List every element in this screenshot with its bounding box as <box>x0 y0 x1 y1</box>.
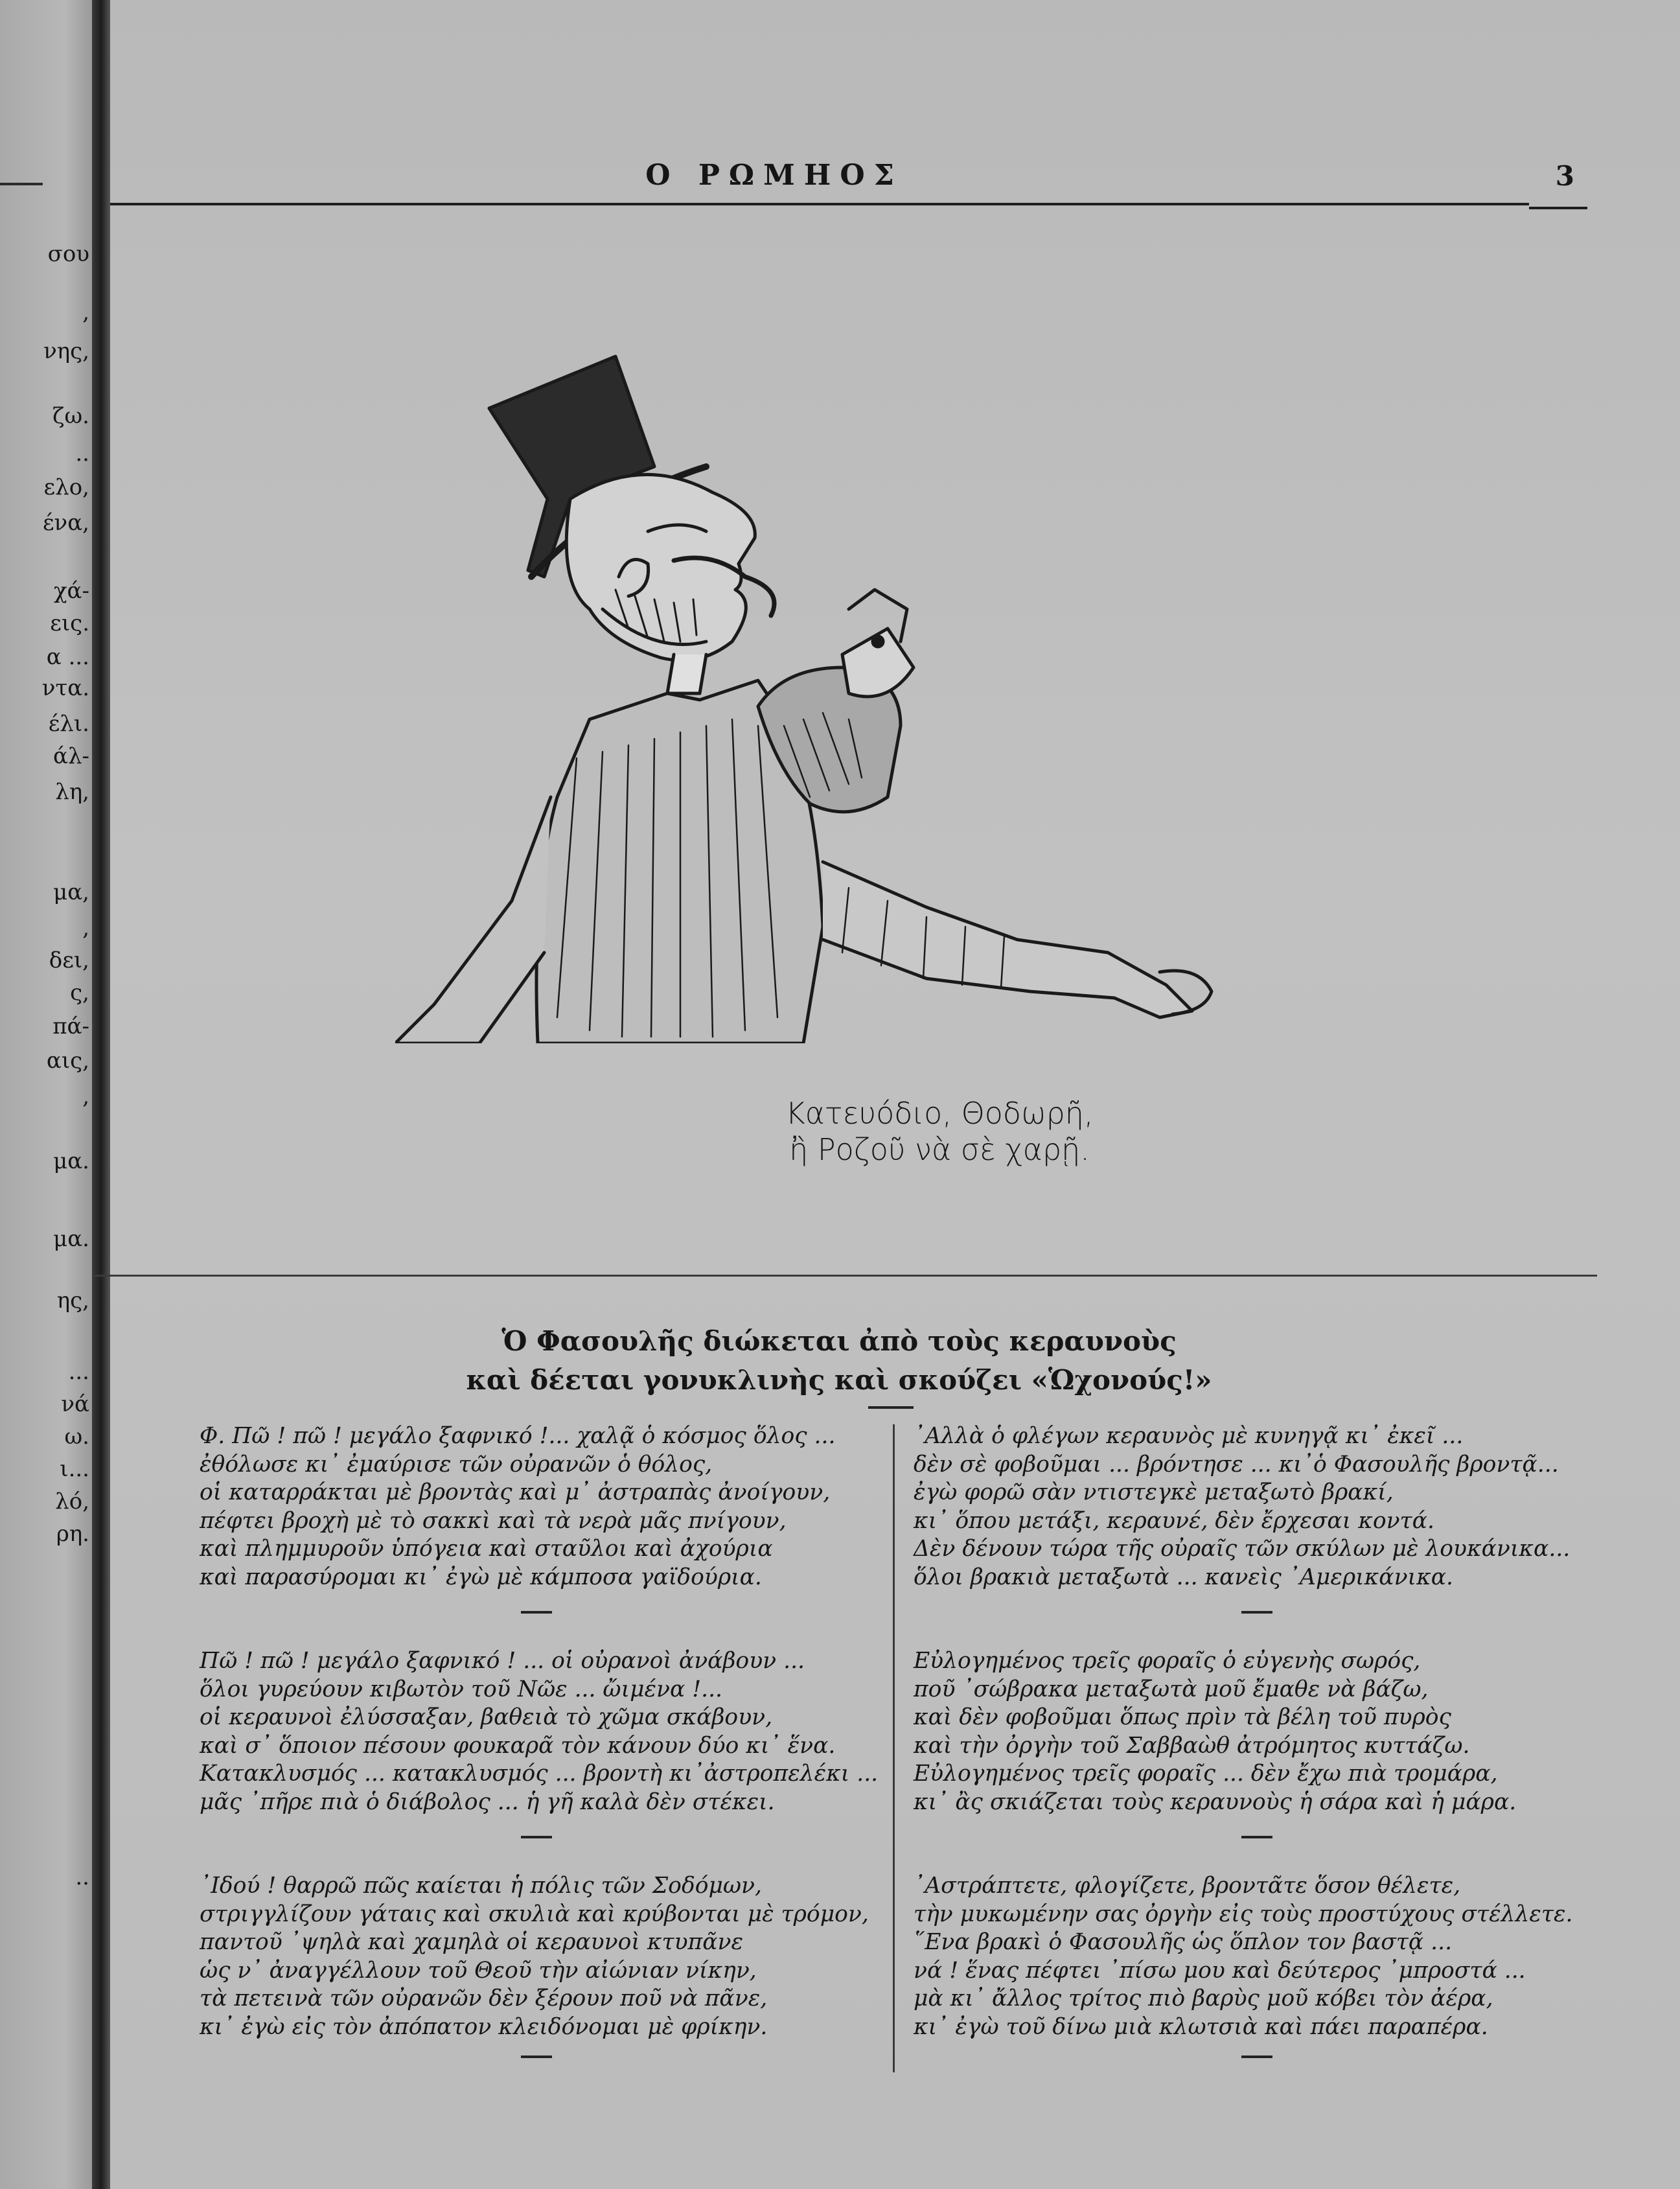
stanza <box>914 1872 1600 2041</box>
previous-page-fragment: .. <box>75 1864 89 1890</box>
previous-page-fragment: ελο, <box>43 474 89 500</box>
verse-line: ποῦ ᾽σώβρακα μεταξωτὰ μοῦ ἔμαθε νὰ βάζω, <box>914 1676 1429 1702</box>
previous-page-fragment: μα. <box>53 1148 89 1174</box>
verse-line: παντοῦ ᾽ψηλὰ καὶ χαμηλὰ οἱ κεραυνοὶ κτυπᾶνε <box>200 1929 744 1955</box>
verse-line: οἱ καταρράκται μὲ βροντὰς καὶ μ᾽ ἀστραπὰς ἀνοίγουν, <box>200 1479 831 1505</box>
previous-page-fragment: έλι. <box>48 711 89 737</box>
section-divider <box>94 1275 1597 1277</box>
verse-line: ᾽Ιδού ! θαρρῶ πῶς καίεται ἡ πόλις τῶν Σοδόμων, <box>200 1873 762 1899</box>
verse-line: Πῶ ! πῶ ! μεγάλο ξαφνικό ! ... οἱ οὐρανοὶ ἀνάβουν ... <box>200 1648 805 1674</box>
page-number: 3 <box>1555 160 1574 192</box>
previous-page-fragment: εις. <box>50 610 89 636</box>
stanza-separator <box>200 1816 873 1872</box>
poem-title <box>214 1322 1464 1400</box>
verse-line: πέφτει βροχὴ μὲ τὸ σακκὶ καὶ τὰ νερὰ μᾶς πνίγουν, <box>200 1507 787 1534</box>
verse-line: Δὲν δένουν τώρα τῆς οὐραῖς τῶν σκύλων μὲ λουκάνικα... <box>914 1536 1571 1562</box>
previous-page-fragment: άλ- <box>53 743 89 769</box>
stanza-separator <box>200 1592 873 1647</box>
poem-title-line-1: Ὁ Φασουλῆς διώκεται ἀπὸ τοὺς κεραυνοὺς <box>501 1325 1177 1357</box>
verse-line: ῞Ενα βρακὶ ὁ Φασουλῆς ὡς ὅπλον τον βαστᾷ ... <box>914 1929 1453 1955</box>
verse-line: κι᾽ ἐγὼ τοῦ δίνω μιὰ κλωτσιὰ καὶ πάει παραπέρα. <box>914 2013 1488 2040</box>
previous-page-fragment: ης, <box>56 1288 89 1314</box>
verse-line: νά ! ἕνας πέφτει ᾽πίσω μου καὶ δεύτερος ᾽μπροστά ... <box>914 1957 1526 1984</box>
previous-page-fragment: , <box>82 299 89 325</box>
stanza <box>200 1647 879 1816</box>
previous-page-fragment: α ... <box>46 644 89 670</box>
verse-line: κι᾽ ἐγὼ εἰς τὸν ἀπόπατον κλειδόνομαι μὲ φρίκην. <box>200 2013 768 2040</box>
stanza <box>200 1422 873 1592</box>
previous-page-strip <box>0 0 92 2189</box>
stanza-separator <box>914 1816 1600 1872</box>
stanza <box>200 1872 873 2041</box>
previous-page-fragment: λη, <box>55 779 89 805</box>
end-separator <box>200 2041 873 2067</box>
separator-dash <box>521 1836 552 1838</box>
separator-dash <box>1241 1836 1272 1838</box>
title-underline <box>868 1406 914 1409</box>
stanza <box>914 1422 1600 1592</box>
verse-line: ᾽Αλλὰ ὁ φλέγων κεραυνὸς μὲ κυνηγᾷ κι᾽ ἐκεῖ ... <box>914 1423 1464 1449</box>
verse-line: ὡς ν᾽ ἀναγγέλλουν τοῦ Θεοῦ τὴν αἰώνιαν νίκην, <box>200 1957 757 1984</box>
previous-page-fragment: ζω. <box>52 403 89 429</box>
verse-line: μᾶς ᾽πῆρε πιὰ ὁ διάβολος ... ἡ γῆ καλὰ δὲν στέκει. <box>200 1789 775 1815</box>
verse-line: ᾽Αστράπτετε, φλογίζετε, βροντᾶτε ὅσον θέλετε, <box>914 1873 1461 1899</box>
previous-page-rule <box>0 183 43 185</box>
previous-page-fragment: ρη. <box>56 1521 89 1547</box>
poem-left-column <box>200 1422 879 2067</box>
previous-page-fragment: , <box>82 1083 89 1109</box>
newspaper-title: Ο ΡΩΜΗΟΣ <box>645 159 903 192</box>
verse-line: ἐγὼ φορῶ σὰν ντιστεγκὲ μεταξωτὸ βρακί, <box>914 1479 1394 1505</box>
separator-dash <box>1241 1611 1272 1614</box>
illustration-caption <box>713 1095 1166 1168</box>
previous-page-fragment: σου <box>47 241 89 267</box>
previous-page-fragment: νά <box>61 1391 89 1417</box>
verse-line: Φ. Πῶ ! πῶ ! μεγάλο ξαφνικό !... χαλᾷ ὁ κόσμος ὅλος ... <box>200 1423 836 1449</box>
verse-line: Εὐλογημένος τρεῖς φοραῖς ὁ εὐγενὴς σωρός, <box>914 1648 1421 1674</box>
previous-page-fragment: ένα, <box>42 510 89 536</box>
previous-page-fragment: ω. <box>64 1424 89 1450</box>
previous-page-fragment: χά- <box>53 578 89 604</box>
verse-line: κι᾽ ἂς σκιάζεται τοὺς κεραυνοὺς ἡ σάρα καὶ ἡ μάρα. <box>914 1789 1517 1815</box>
verse-line: ὅλοι γυρεύουν κιβωτὸν τοῦ Νῶε ... ὤιμένα !... <box>200 1676 723 1702</box>
separator-dash <box>1241 2056 1272 2058</box>
verse-line: Κατακλυσμός ... κατακλυσμός ... βροντὴ κι᾽ἀστροπελέκι ... <box>200 1761 879 1787</box>
poem-title-line-2: καὶ δέεται γονυκλινὴς καὶ σκούζει «Ὡχονούς!» <box>466 1364 1212 1396</box>
verse-line: καὶ δὲν φοβοῦμαι ὅπως πρὶν τὰ βέλη τοῦ πυρὸς <box>914 1704 1451 1730</box>
previous-page-fragment: ς, <box>70 980 89 1006</box>
previous-page-fragment: λό, <box>55 1488 89 1514</box>
column-divider <box>893 1424 895 2072</box>
previous-page-fragment: ... <box>68 1359 89 1385</box>
caricature-illustration <box>395 305 1276 1043</box>
previous-page-fragment: δει, <box>49 947 89 973</box>
verse-line: δὲν σὲ φοβοῦμαι ... βρόντησε ... κι᾽ὁ Φασουλῆς βροντᾷ... <box>914 1451 1559 1477</box>
verse-line: στριγγλίζουν γάταις καὶ σκυλιὰ καὶ κρύβονται μὲ τρόμον, <box>200 1901 869 1927</box>
verse-line: μὰ κι᾽ ἄλλος τρίτος πιὸ βαρὺς μοῦ κόβει τὸν ἀέρα, <box>914 1986 1493 2011</box>
previous-page-fragment: πά- <box>52 1013 89 1039</box>
verse-line: Εὐλογημένος τρεῖς φοραῖς ... δὲν ἔχω πιὰ τρομάρα, <box>914 1761 1498 1787</box>
page-header <box>110 159 1574 211</box>
stanza-separator <box>914 1592 1600 1647</box>
stanza <box>914 1647 1600 1816</box>
caption-line-2: ἢ Ροζοῦ νὰ σὲ χαρῇ. <box>789 1132 1090 1167</box>
previous-page-fragment: .. <box>75 441 89 467</box>
separator-dash <box>521 1611 552 1614</box>
separator-dash <box>521 2056 552 2058</box>
verse-line: τὰ πετεινὰ τῶν οὐρανῶν δὲν ξέρουν ποῦ νὰ πᾶνε, <box>200 1986 768 2011</box>
verse-line: ἐθόλωσε κι᾽ ἐμαύρισε τῶν οὐρανῶν ὁ θόλος, <box>200 1451 713 1477</box>
end-separator <box>914 2041 1600 2067</box>
poem-right-column <box>914 1422 1600 2067</box>
verse-line: καὶ πλημμυροῦν ὑπόγεια καὶ σταῦλοι καὶ ἀχούρια <box>200 1536 773 1562</box>
verse-line: κι᾽ ὅπου μετάξι, κεραυνέ, δὲν ἔρχεσαι κοντά. <box>914 1507 1434 1534</box>
previous-page-fragment: , <box>82 915 89 941</box>
verse-line: καὶ σ᾽ ὅποιον πέσουν φουκαρᾶ τὸν κάνουν δύο κι᾽ ἕνα. <box>200 1732 836 1759</box>
previous-page-fragment: ι... <box>60 1456 89 1482</box>
previous-page-fragment: αις, <box>46 1048 89 1074</box>
caption-line-1: Κατευόδιο, Θοδωρῆ, <box>785 1096 1094 1131</box>
verse-line: οἱ κεραυνοὶ ἐλύσσαξαν, βαθειὰ τὸ χῶμα σκάβουν, <box>200 1704 773 1730</box>
previous-page-fragment: μα, <box>53 879 89 905</box>
previous-page-fragment: ντα. <box>41 675 89 701</box>
verse-line: καὶ παρασύρομαι κι᾽ ἐγὼ μὲ κάμποσα γαϊδούρια. <box>200 1564 762 1590</box>
previous-page-fragment: μα. <box>53 1226 89 1252</box>
book-gutter <box>92 0 110 2189</box>
header-rule-end <box>1529 207 1587 209</box>
header-rule <box>110 203 1529 205</box>
verse-line: καὶ τὴν ὀργὴν τοῦ Σαββαὼθ ἀτρόμητος κυττάζω. <box>914 1732 1470 1759</box>
previous-page-fragment: νης, <box>43 338 89 364</box>
verse-line: ὅλοι βρακιὰ μεταξωτὰ ... κανεὶς ᾽Αμερικάνικα. <box>914 1564 1453 1590</box>
verse-line: τὴν μυκωμένην σας ὀργὴν εἰς τοὺς προστύχους στέλλετε. <box>914 1901 1573 1927</box>
